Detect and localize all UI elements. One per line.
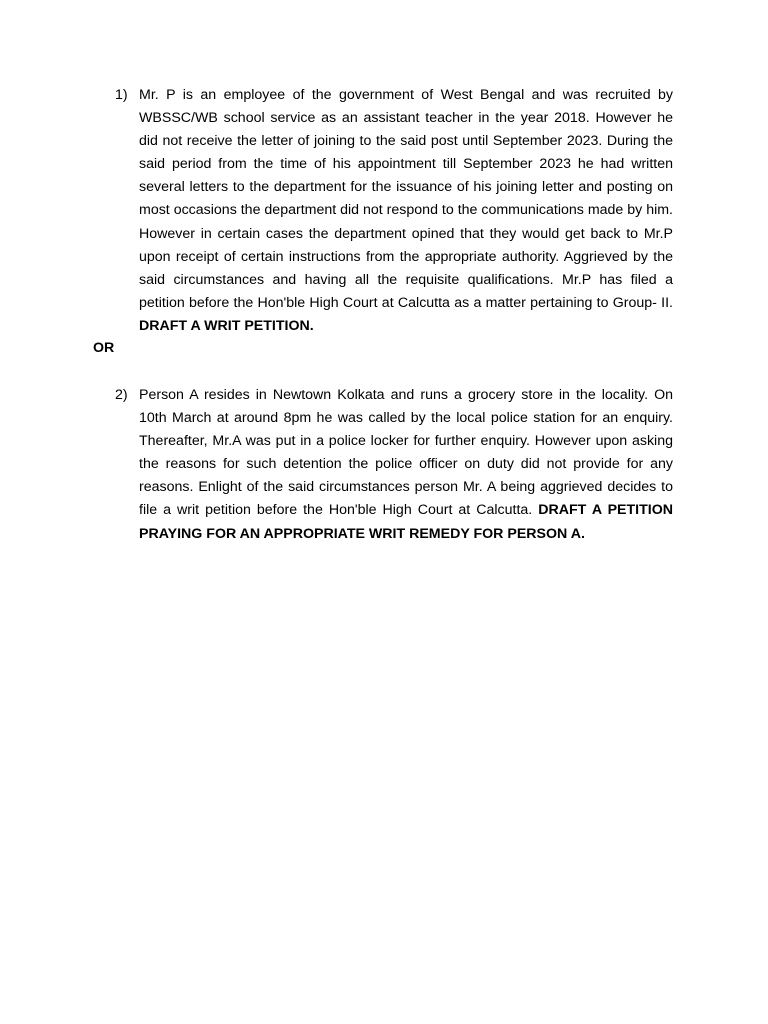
question-1-instruction: DRAFT A WRIT PETITION. <box>139 317 314 334</box>
question-2-instruction: DRAFT A PETITION PRAYING FOR AN APPROPRIATE WRIT REMEDY FOR PERSON A. <box>139 502 673 542</box>
question-1 <box>93 84 673 338</box>
question-2-number: 2) <box>115 387 128 403</box>
question-1-body <box>139 84 673 338</box>
question-2-text: Person A resides in Newtown Kolkata and runs a grocery store in the locality. On 10th March at around 8pm he was called by the local police station for an enquiry. Thereafter, Mr.A was put in a police locker for further enquiry. However upon asking the reasons for such detention the police officer on duty did not provide for any reasons. Enlight of the said circumstances person Mr. A being aggrieved decides to file a writ petition before the Hon'ble High Court at Calcutta. <box>139 387 673 519</box>
question-1-text: Mr. P is an employee of the government of West Bengal and was recruited by WBSSC/WB school service as an assistant teacher in the year 2018. However he did not receive the letter of joining to the said post until September 2023. During the said period from the time of his appointment till September 2023 he had written several letters to the department for the issuance of his joining letter and posting on most occasions the department did not respond to the communications made by him. However in certain cases the department opined that they would get back to Mr.P upon receipt of certain instructions from the appropriate authority. Aggrieved by the said circumstances and having all the requisite qualifications. Mr.P has filed a petition before the Hon'ble High Court at Calcutta as a matter pertaining to Group- II. <box>139 87 673 311</box>
or-separator: OR <box>93 340 115 356</box>
question-2-body <box>139 384 673 546</box>
question-1-number: 1) <box>115 87 128 103</box>
question-2 <box>93 384 673 546</box>
